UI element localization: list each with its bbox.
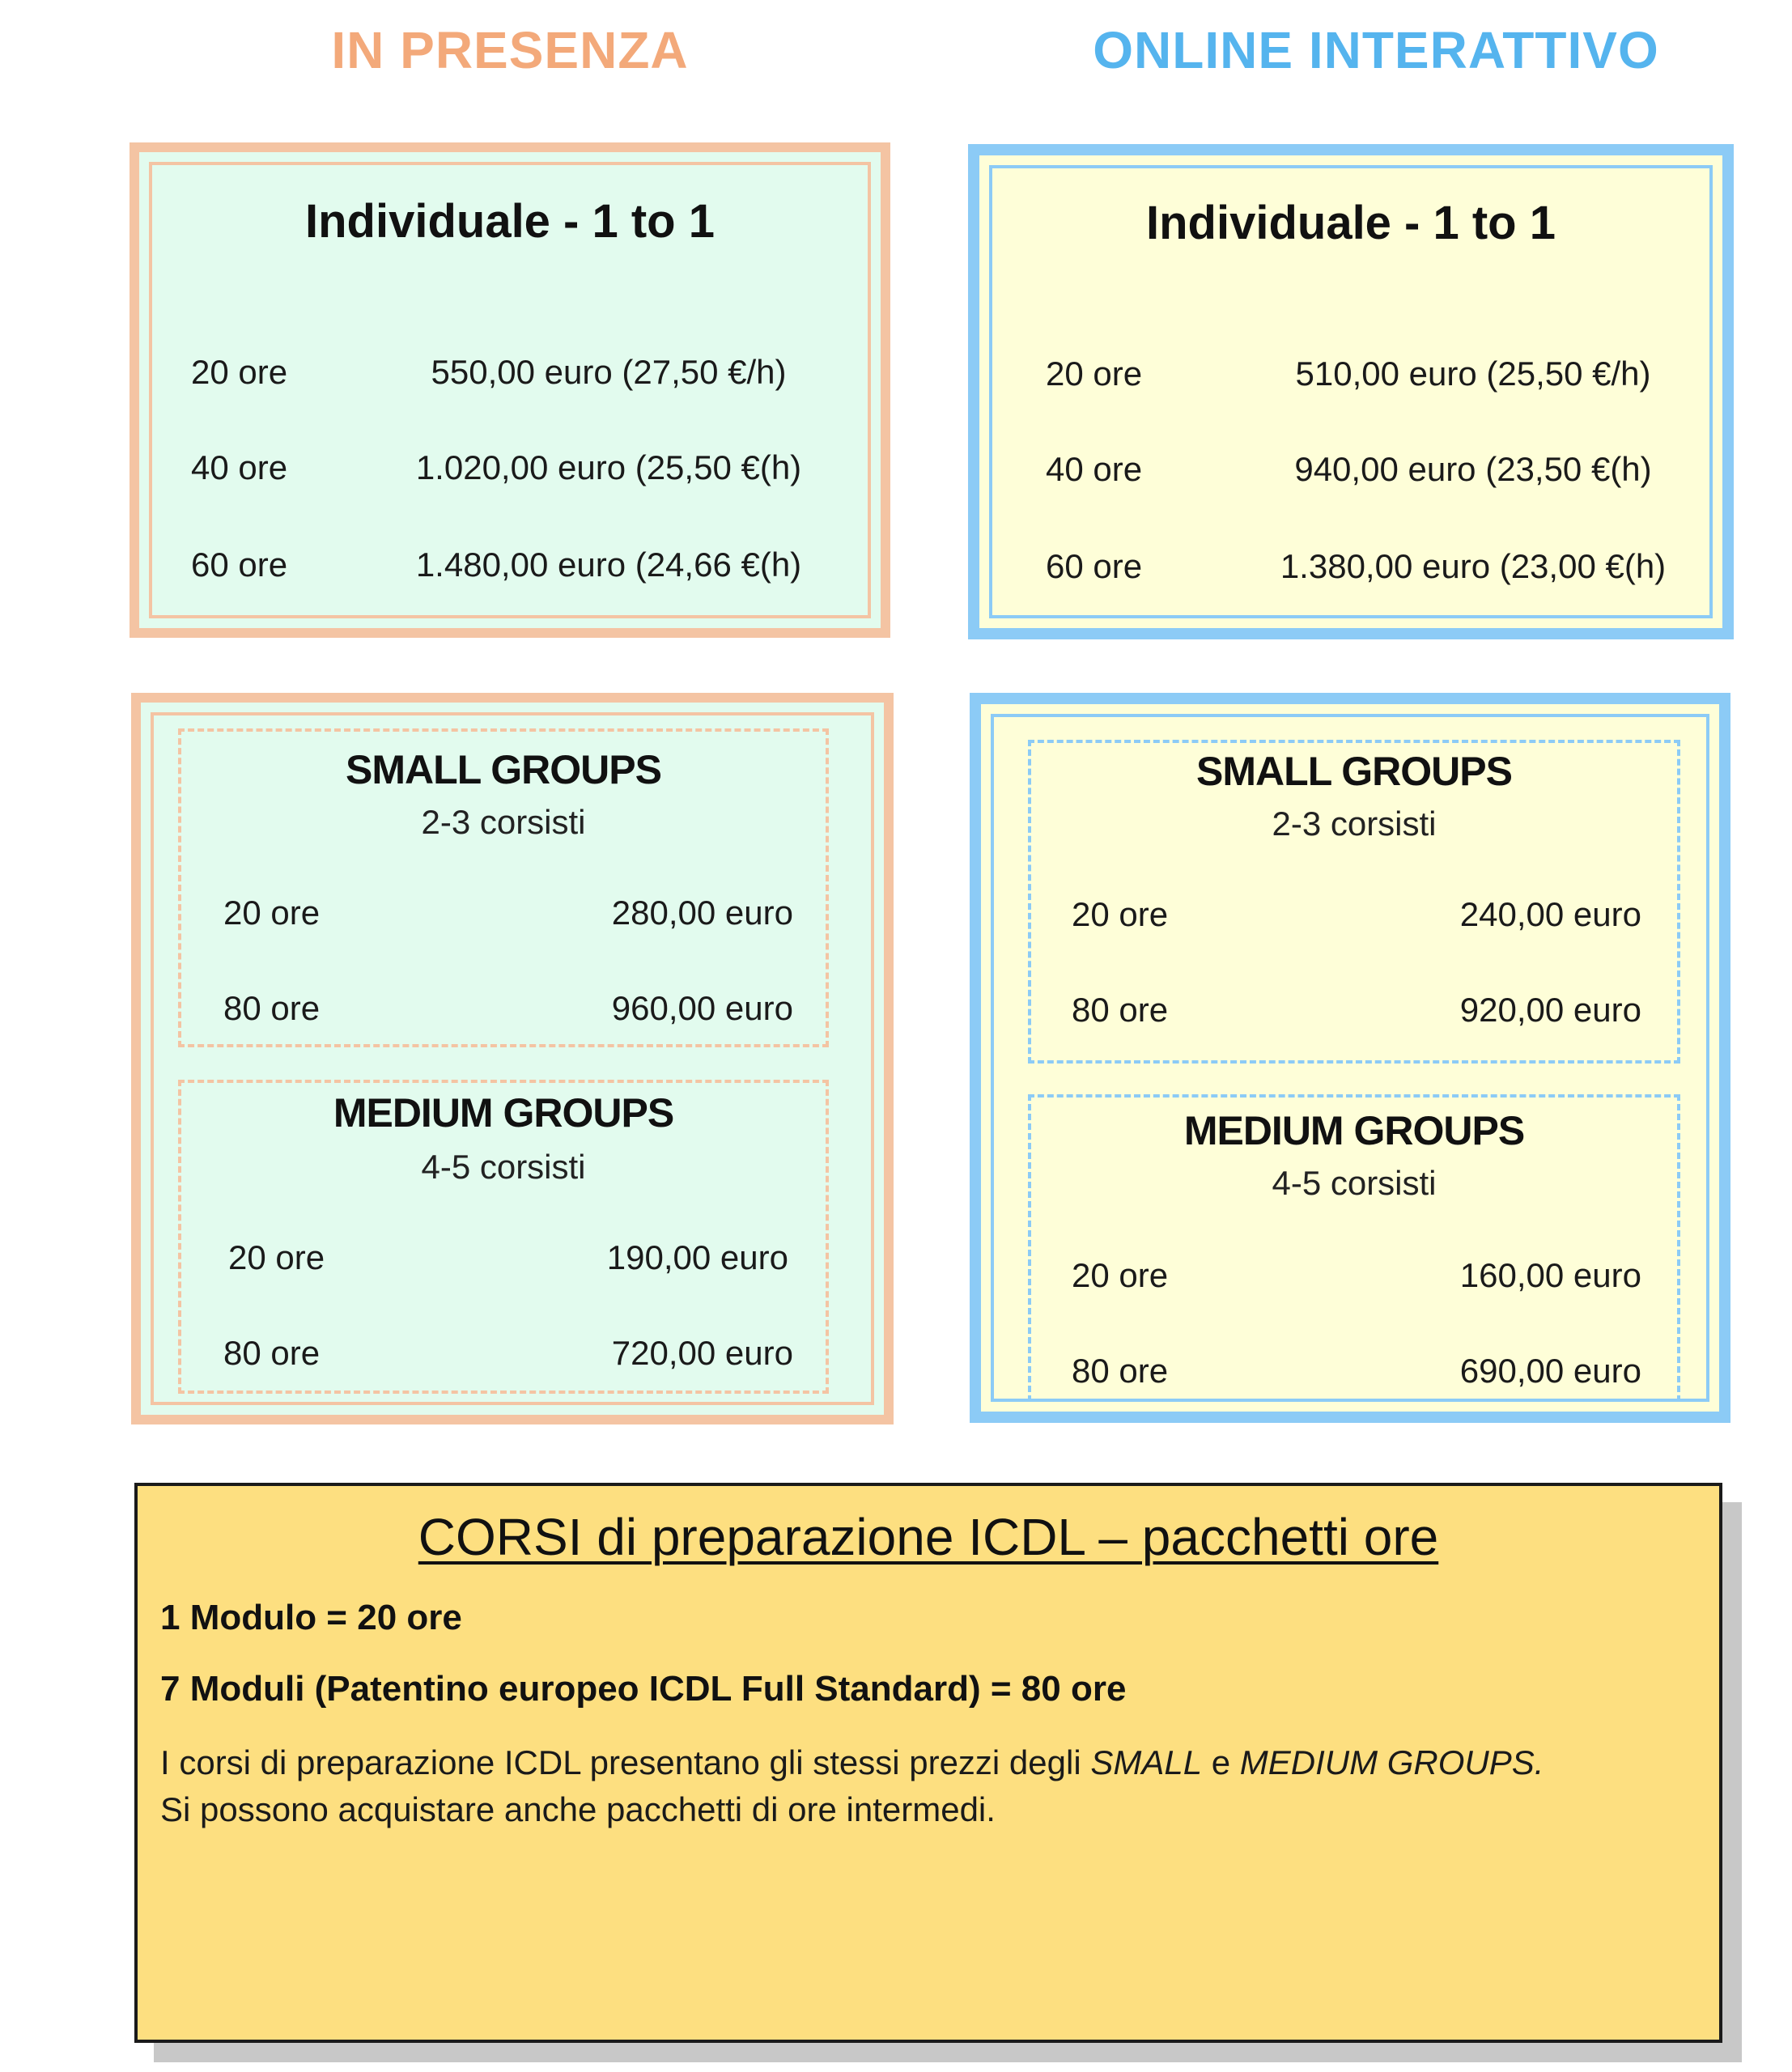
online-medium-groups-panel [1028,1094,1680,1402]
online-individual-card [968,144,1734,639]
online-small-price-1: 240,00 euro [1459,895,1641,933]
presenza-small-groups-subtitle: 2-3 corsisti [421,803,586,841]
online-small-hours-1: 20 ore [1072,895,1169,933]
online-small-groups-subtitle: 2-3 corsisti [1272,805,1437,843]
online-groups-card [970,693,1730,1423]
presenza-medium-hours-1: 20 ore [228,1238,325,1276]
icdl-description-text-a: I corsi di preparazione ICDL presentano gli stessi prezzi degli [160,1743,1091,1781]
presenza-medium-price-1: 190,00 euro [606,1238,788,1276]
online-individual-hours-2: 40 ore [1046,450,1143,488]
presenza-individual-price-3: 1.480,00 euro (24,66 €(h) [415,546,802,584]
online-small-groups-panel [1028,740,1680,1064]
presenza-individual-title: Individuale - 1 to 1 [305,195,715,248]
online-individual-price-2: 940,00 euro (23,50 €(h) [1294,450,1652,488]
presenza-individual-price-1: 550,00 euro (27,50 €/h) [431,353,787,391]
icdl-description-line-2: Si possono acquistare anche pacchetti di ore intermedi. [160,1790,996,1828]
online-individual-title: Individuale - 1 to 1 [1146,197,1556,249]
presenza-small-hours-1: 20 ore [223,894,321,932]
presenza-small-hours-2: 80 ore [223,989,321,1027]
online-individual-hours-3: 60 ore [1046,547,1143,585]
icdl-description-line-1 [160,1743,1544,1782]
online-small-price-2: 920,00 euro [1459,991,1641,1029]
online-individual-price-3: 1.380,00 euro (23,00 €(h) [1280,547,1667,585]
icdl-full-standard-line: 7 Moduli (Patentino europeo ICDL Full Standard) = 80 ore [160,1669,1127,1709]
online-individual-hours-1: 20 ore [1046,355,1143,393]
presenza-small-price-1: 280,00 euro [611,894,793,932]
presenza-individual-hours-1: 20 ore [191,353,288,391]
icdl-module-line: 1 Modulo = 20 ore [160,1598,462,1637]
presenza-groups-card [131,693,894,1424]
presenza-medium-groups-panel [178,1080,829,1394]
presenza-small-groups-title: SMALL GROUPS [346,747,661,792]
column-title-online-interattivo: ONLINE INTERATTIVO [1093,21,1659,79]
presenza-medium-groups-title: MEDIUM GROUPS [333,1090,674,1136]
presenza-medium-price-2: 720,00 euro [611,1334,793,1372]
online-individual-price-1: 510,00 euro (25,50 €/h) [1295,355,1651,393]
presenza-medium-groups-subtitle: 4-5 corsisti [421,1148,586,1186]
online-medium-hours-2: 80 ore [1072,1352,1169,1390]
presenza-individual-price-2: 1.020,00 euro (25,50 €(h) [415,448,802,486]
presenza-individual-hours-2: 40 ore [191,448,288,486]
online-medium-groups-title: MEDIUM GROUPS [1183,1108,1525,1153]
online-medium-groups-subtitle: 4-5 corsisti [1272,1164,1437,1202]
icdl-description-medium: MEDIUM GROUPS. [1239,1743,1544,1781]
icdl-packages-box [134,1483,1722,2043]
presenza-small-groups-panel [178,728,829,1047]
icdl-description-small: SMALL [1090,1743,1203,1781]
presenza-small-price-2: 960,00 euro [611,989,793,1027]
icdl-description-and: e [1202,1743,1240,1781]
presenza-individual-card [130,142,890,638]
online-small-hours-2: 80 ore [1072,991,1169,1029]
online-medium-hours-1: 20 ore [1072,1256,1169,1294]
icdl-title: CORSI di preparazione ICDL – pacchetti ore [418,1508,1439,1566]
online-small-groups-title: SMALL GROUPS [1196,749,1512,794]
online-medium-price-2: 690,00 euro [1459,1352,1641,1390]
presenza-individual-hours-3: 60 ore [191,546,288,584]
online-medium-price-1: 160,00 euro [1459,1256,1641,1294]
column-title-in-presenza: IN PRESENZA [331,21,689,79]
presenza-medium-hours-2: 80 ore [223,1334,321,1372]
